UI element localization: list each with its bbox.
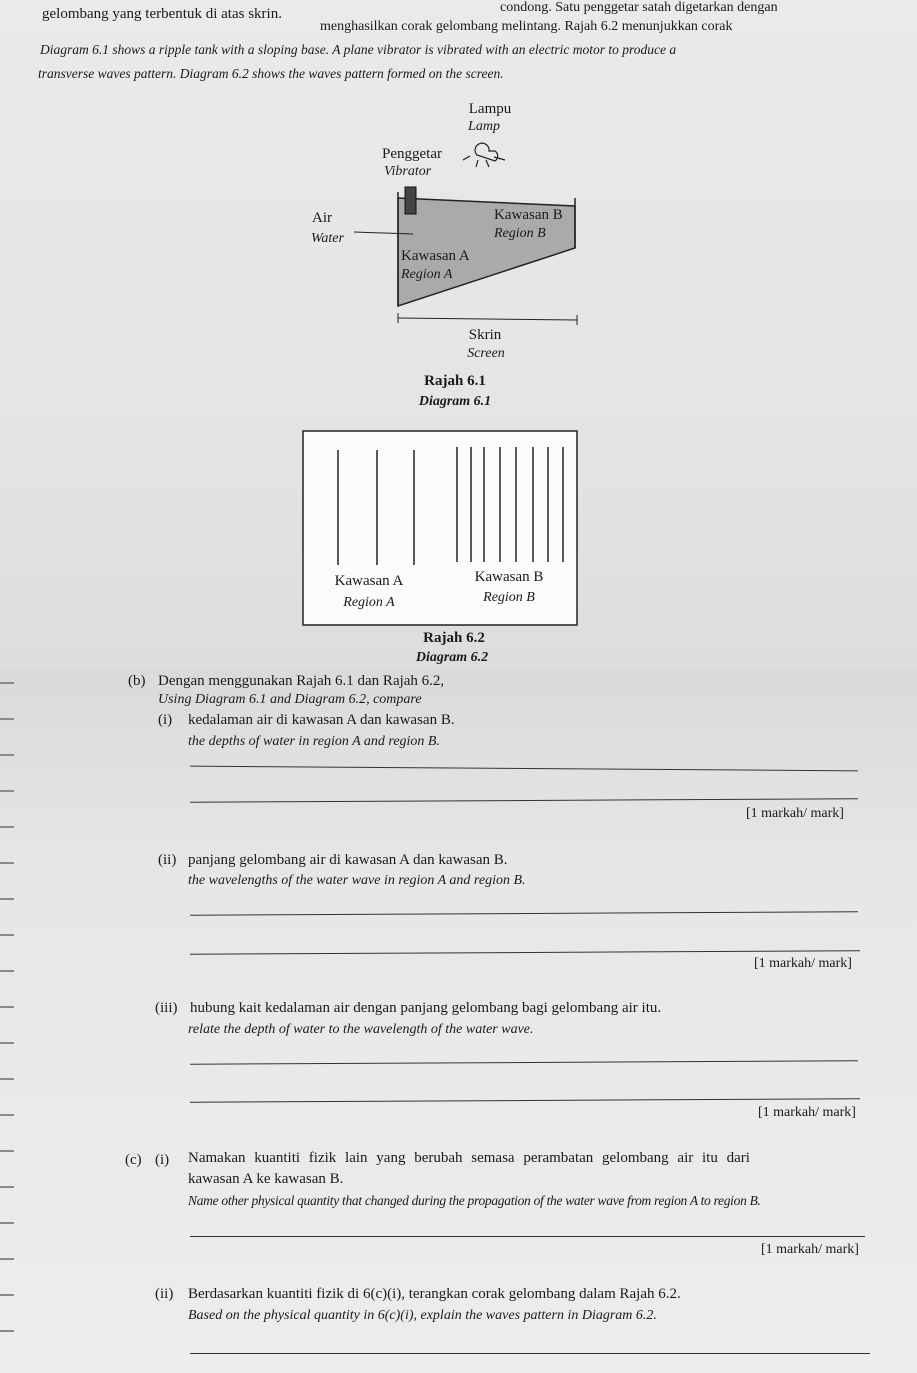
intro-malay-line3: gelombang yang terbentuk di atas skrin.: [42, 6, 282, 22]
part-b-label: (b): [128, 673, 146, 689]
screen-line: [398, 318, 577, 320]
b-i-num: (i): [158, 712, 173, 728]
b-ii-num: (ii): [158, 852, 177, 868]
c-i-question: Namakan kuantiti fizik lain yang berubah semasa perambatan gelombang air itu dari: [188, 1150, 750, 1166]
water-label-en: Water: [311, 231, 344, 246]
pattern-region-a-label: Kawasan A: [334, 573, 404, 589]
b-ii-question: panjang gelombang air di kawasan A dan kawasan B.: [188, 852, 508, 868]
intro-english-line2: transverse waves pattern. Diagram 6.2 shows the waves pattern formed on the screen.: [38, 66, 504, 81]
page-photo-top: [0, 0, 917, 670]
b-iii-question: hubung kait kedalaman air dengan panjang gelombang bagi gelombang air itu.: [190, 1000, 662, 1016]
diagram1-caption-en: Diagram 6.1: [418, 394, 492, 409]
intro-english-line1: Diagram 6.1 shows a ripple tank with a sloping base. A plane vibrator is vibrated with an electric motor to produce a: [40, 42, 677, 57]
answer-line[interactable]: [190, 798, 858, 802]
intro-malay-line2: menghasilkan corak gelombang melintang. Rajah 6.2 menunjukkan corak: [320, 19, 733, 34]
region-b-label-en: Region B: [494, 226, 546, 241]
vibrator-label: Penggetar: [382, 146, 442, 162]
page-photo-bottom: [0, 670, 917, 1373]
c-ii-question-en: Based on the physical quantity in 6(c)(i), explain the waves pattern in Diagram 6.2.: [188, 1308, 657, 1323]
answer-line[interactable]: [190, 911, 858, 915]
c-ii-num: (ii): [155, 1286, 174, 1302]
answer-line[interactable]: [190, 1060, 858, 1064]
lamp-icon: [463, 143, 505, 167]
answer-line[interactable]: [190, 1236, 865, 1237]
answer-line[interactable]: [190, 950, 860, 955]
c-i-question-2: kawasan A ke kawasan B.: [188, 1171, 344, 1187]
water-label: Air: [312, 210, 332, 226]
pattern-region-b-label: Kawasan B: [474, 569, 544, 585]
part-c-label: (c): [125, 1152, 142, 1168]
pattern-region-b-label-en: Region B: [483, 590, 535, 605]
b-iii-question-en: relate the depth of water to the wavelength of the water wave.: [188, 1022, 534, 1037]
diagram2-caption-en: Diagram 6.2: [415, 650, 489, 665]
ripple-tank-diagram: [0, 0, 917, 670]
b-ii-question-en: the wavelengths of the water wave in region A and region B.: [188, 873, 526, 888]
vibrator-icon: [405, 187, 416, 214]
b-i-question: kedalaman air di kawasan A dan kawasan B.: [188, 712, 455, 728]
b-iii-num: (iii): [155, 1000, 178, 1016]
screen-label: Skrin: [468, 327, 502, 343]
c-ii-question: Berdasarkan kuantiti fizik di 6(c)(i), terangkan corak gelombang dalam Rajah 6.2.: [188, 1286, 681, 1302]
region-a-label: Kawasan A: [401, 248, 470, 264]
screen-label-en: Screen: [467, 346, 505, 361]
diagram1-caption: Rajah 6.1: [424, 373, 486, 389]
b-i-question-en: the depths of water in region A and region B.: [188, 734, 440, 749]
b-ii-mark: [1 markah/ mark]: [754, 956, 852, 971]
part-b-stem: Dengan menggunakan Rajah 6.1 dan Rajah 6.2,: [158, 673, 445, 689]
lamp-label-en: Lamp: [468, 119, 500, 134]
part-b-stem-en: Using Diagram 6.1 and Diagram 6.2, compare: [158, 692, 422, 707]
c-i-num: (i): [155, 1152, 170, 1168]
intro-malay-line1: condong. Satu penggetar satah digetarkan dengan: [500, 0, 778, 15]
b-i-mark: [1 markah/ mark]: [746, 806, 844, 821]
b-iii-mark: [1 markah/ mark]: [758, 1105, 856, 1120]
region-b-label: Kawasan B: [494, 207, 563, 223]
pattern-region-a-label-en: Region A: [343, 595, 395, 610]
answer-line[interactable]: [190, 766, 858, 772]
c-i-question-en: Name other physical quantity that changed during the propagation of the water wave from region A to region B.: [188, 1193, 761, 1208]
region-a-label-en: Region A: [401, 267, 453, 282]
vibrator-label-en: Vibrator: [384, 164, 432, 179]
diagram2-caption: Rajah 6.2: [423, 630, 485, 646]
c-i-mark: [1 markah/ mark]: [761, 1242, 859, 1257]
answer-line[interactable]: [190, 1353, 870, 1354]
lamp-label: Lampu: [468, 101, 512, 117]
answer-line[interactable]: [190, 1098, 860, 1103]
